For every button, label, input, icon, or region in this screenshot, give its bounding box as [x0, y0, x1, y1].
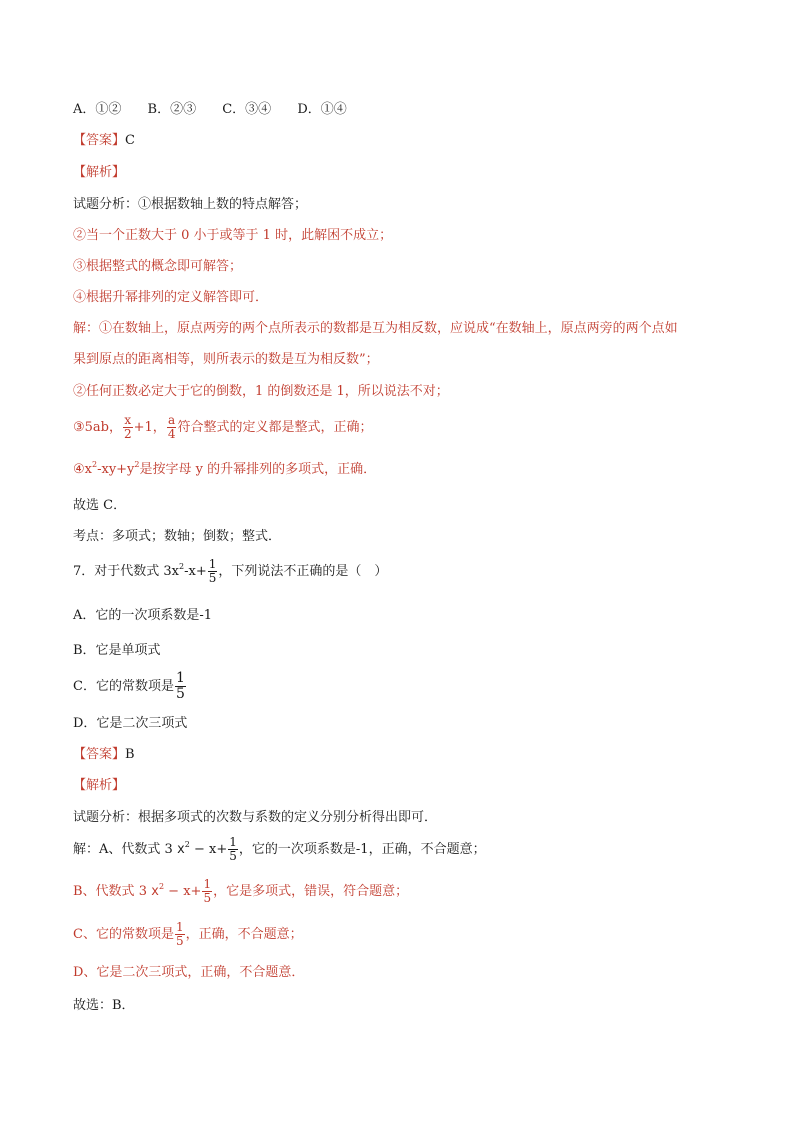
superscript: 2 [184, 840, 190, 849]
q6-analysis-2: ②当一个正数大于 0 小于或等于 1 时，此解困不成立； [73, 228, 393, 243]
q6-options [73, 101, 347, 119]
q6-solution-3 [73, 414, 372, 441]
q6-option-c: C．③④ [222, 102, 272, 117]
q6-option-d: D．①④ [297, 102, 347, 117]
math-expression [164, 835, 239, 863]
q7-solution-d: D、它是二次三项式，正确，不合题意． [73, 965, 305, 980]
fraction-1-over-5 [208, 558, 218, 585]
q6-solution-4 [73, 461, 376, 479]
frac-den: 2 [124, 427, 132, 441]
fraction-1-over-5 [202, 878, 212, 905]
frac-num: a [168, 413, 176, 427]
frac-num: 1 [175, 920, 184, 934]
q6-solution-1b: 果到原点的距离相等，则所表示的数是互为相反数”； [73, 352, 379, 367]
superscript: 2 [134, 460, 140, 469]
answer-label: 【答案】 [73, 133, 126, 148]
fraction-a-over-4 [167, 414, 177, 441]
sol4-post: 是按字母 y 的升幂排列的多项式，正确． [139, 462, 377, 477]
q6-choose: 故选 C． [73, 498, 127, 513]
fraction-1-over-5 [228, 836, 238, 863]
q6-option-b: B．②③ [147, 102, 197, 117]
q7-stem-post: ，下列说法不正确的是（ ） [218, 564, 388, 579]
frac-num: 1 [203, 877, 212, 891]
frac-num: x [124, 413, 132, 427]
q7-stem-pre: 7．对于代数式 3x [73, 564, 180, 579]
q7-solution-c [73, 921, 303, 948]
q6-analysis-label [73, 164, 125, 182]
q7-option-a: A．它的一次项系数是-1 [73, 608, 213, 623]
q7-option-c-label: C．它的常数项是 [73, 679, 174, 694]
answer-label: 【答案】 [73, 747, 126, 762]
coef: 3 [164, 842, 173, 857]
q7-stem [73, 558, 387, 585]
fraction-1-over-5 [175, 671, 186, 702]
expr-rest: − x+ [189, 842, 228, 857]
q6-solution-2: ②任何正数必定大于它的倒数，1 的倒数还是 1，所以说法不对； [73, 384, 449, 399]
sol-c-post: ，正确，不合题意； [185, 927, 303, 942]
sol4-mid: -xy+y [97, 462, 135, 477]
sol-b-post: ，它是多项式，错误，符合题意； [213, 884, 409, 899]
q6-answer [73, 132, 135, 150]
sol3-pre: ③5ab， [73, 420, 122, 435]
sol-a-post: ，它的一次项系数是-1，正确，不合题意； [238, 842, 486, 857]
superscript: 2 [179, 562, 185, 571]
analysis-label: 【解析】 [73, 778, 126, 793]
q6-analysis-intro: 试题分析：①根据数轴上数的特点解答； [73, 197, 308, 212]
q6-solution-1a: 解：①在数轴上，原点两旁的两个点所表示的数都是互为相反数，应说成“在数轴上，原点两旁的两个点如 [73, 321, 678, 336]
var-x: x [151, 884, 159, 899]
frac-den: 5 [175, 686, 185, 702]
frac-den: 5 [208, 571, 217, 585]
var-x: x [176, 842, 185, 857]
q7-analysis-intro: 试题分析：根据多项式的次数与系数的定义分别分析得出即可． [73, 810, 438, 825]
q7-analysis-label [73, 777, 125, 795]
math-expression [138, 877, 213, 905]
sol3-mid: +1， [133, 420, 166, 435]
answer-value: B [125, 747, 135, 762]
superscript: 2 [92, 460, 98, 469]
answer-value: C [125, 133, 135, 148]
q7-answer [73, 746, 135, 764]
fraction-1-over-5 [175, 921, 185, 948]
frac-den: 5 [229, 849, 237, 863]
frac-num: 1 [208, 557, 217, 571]
q7-option-c [73, 671, 187, 702]
frac-den: 5 [203, 891, 212, 905]
frac-den: 5 [175, 934, 184, 948]
expr-rest: − x+ [164, 884, 202, 899]
q7-solution-b [73, 878, 408, 905]
sol-c-pre: C、它的常数项是 [73, 927, 174, 942]
q6-analysis-4: ④根据升幂排列的定义解答即可． [73, 290, 269, 305]
q6-analysis-3: ③根据整式的概念即可解答； [73, 259, 243, 274]
q7-solution-a [73, 836, 486, 863]
q7-stem-mid: -x+ [184, 564, 207, 579]
frac-den: 4 [167, 427, 176, 441]
frac-num: 1 [175, 670, 185, 686]
frac-num: 1 [229, 835, 237, 849]
fraction-x-over-2 [123, 414, 133, 441]
sol-b-pre: B、代数式 [73, 884, 135, 899]
coef: 3 [138, 884, 147, 899]
q7-option-d: D．它是二次三项式 [73, 716, 188, 731]
sol3-post: 符合整式的定义都是整式，正确； [177, 420, 373, 435]
q6-option-a: A．①② [73, 102, 122, 117]
q6-keypoints: 考点：多项式；数轴；倒数；整式． [73, 529, 282, 544]
q7-option-b: B．它是单项式 [73, 643, 161, 658]
superscript: 2 [158, 882, 165, 891]
sol4-pre: ④x [73, 462, 92, 477]
sol-a-pre: 解：A、代数式 [73, 842, 161, 857]
analysis-label: 【解析】 [73, 165, 126, 180]
q7-choose: 故选：B． [73, 998, 135, 1013]
